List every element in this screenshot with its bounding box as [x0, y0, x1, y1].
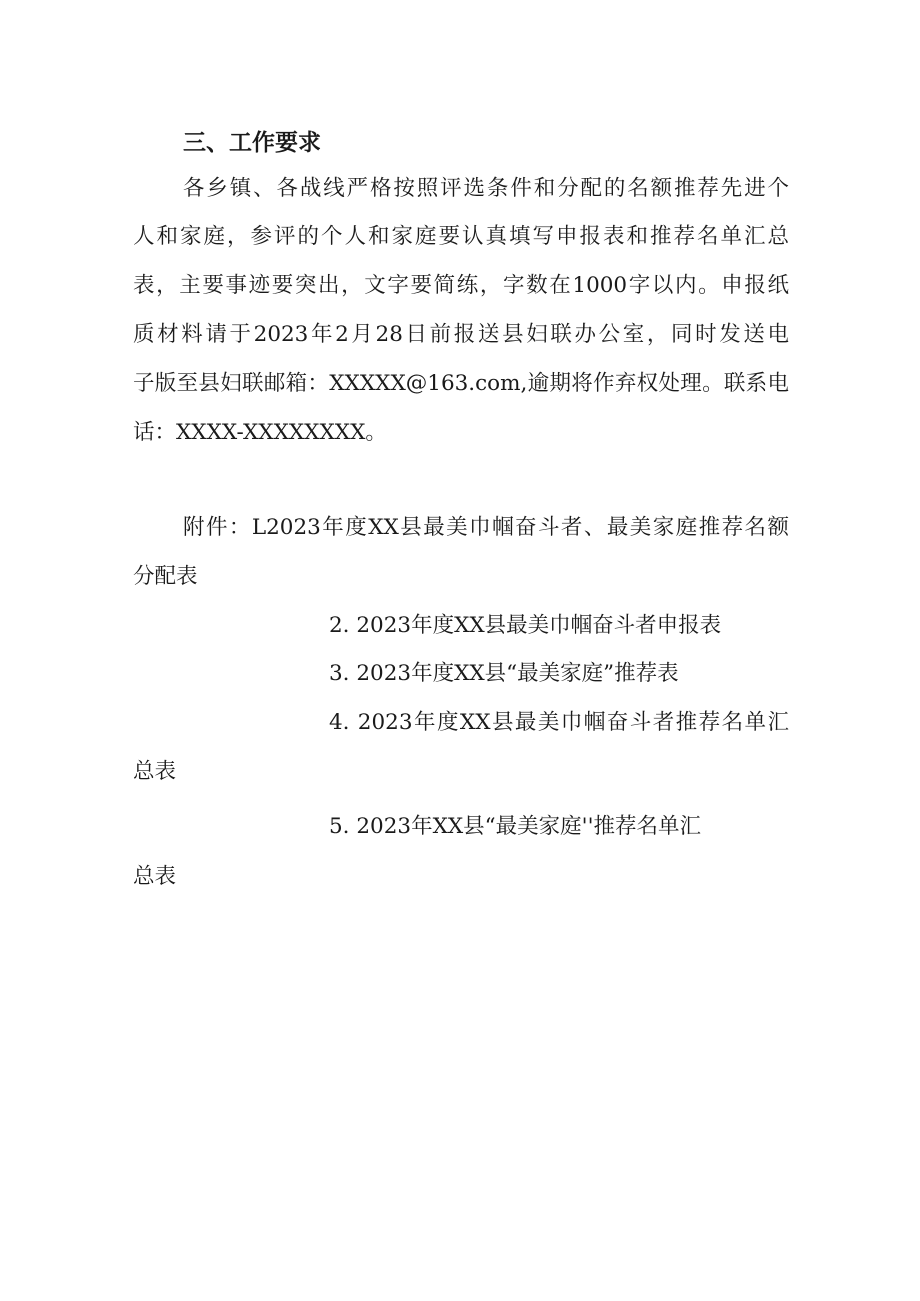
paragraph-line-4: 质材料请于2023年2月28日前报送县妇联办公室，同时发送电 [133, 322, 789, 347]
attachment-line-1-continued: 分配表 [133, 564, 198, 589]
paragraph-line-5: 子版至县妇联邮箱：XXXXX@163.com,逾期将作弃权处理。联系电 [133, 371, 789, 396]
paragraph-line-6: 话：XXXX-XXXXXXXX。 [133, 420, 387, 445]
attachment-item-2: 2. 2023年度XX县最美巾帼奋斗者申报表 [329, 613, 722, 638]
attachment-item-5-continued: 总表 [133, 864, 177, 889]
attachment-item-3: 3. 2023年度XX县“最美家庭”推荐表 [329, 661, 679, 686]
attachment-item-4-continued: 总表 [133, 759, 177, 784]
attachment-line-1: 附件：L2023年度XX县最美巾帼奋斗者、最美家庭推荐名额 [183, 515, 789, 540]
attachment-item-4: 4. 2023年度XX县最美巾帼奋斗者推荐名单汇 [329, 710, 789, 735]
section-heading: 三、工作要求 [183, 130, 321, 156]
paragraph-line-1: 各乡镇、各战线严格按照评选条件和分配的名额推荐先进个 [183, 176, 789, 201]
paragraph-line-3: 表，主要事迹要突出，文字要简练，字数在1000字以内。申报纸 [133, 273, 789, 298]
attachment-item-5: 5. 2023年XX县“最美家庭''推荐名单汇 [329, 814, 701, 839]
paragraph-line-2: 人和家庭，参评的个人和家庭要认真填写申报表和推荐名单汇总 [133, 224, 789, 249]
